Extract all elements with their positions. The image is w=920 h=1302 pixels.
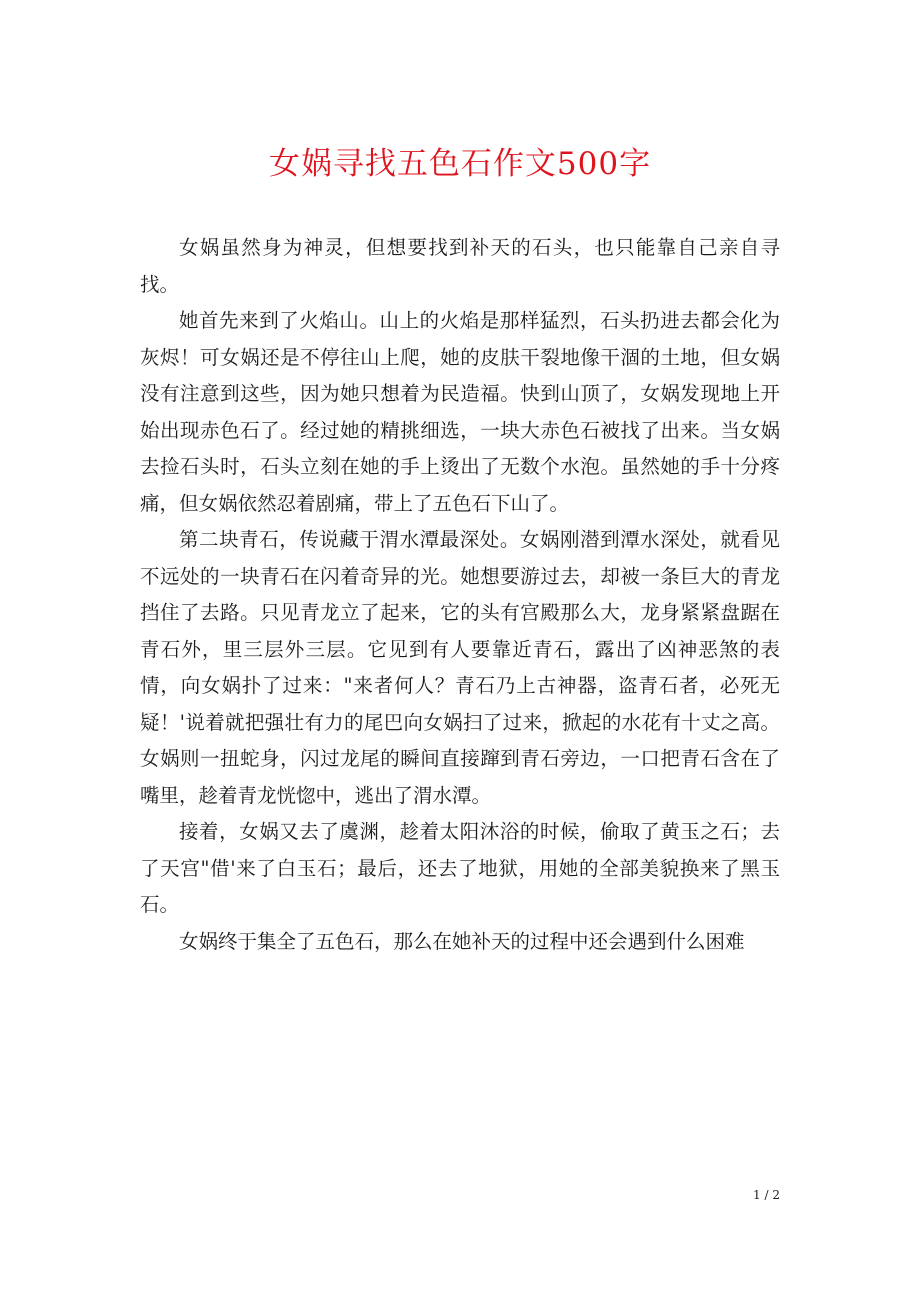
paragraph-3: 第二块青石，传说藏于渭水潭最深处。女娲刚潜到潭水深处，就看见不远处的一块青石在闪着奇异的光。她想要游过去，却被一条巨大的青龙挡住了去路。只见青龙立了起来，它的头有宫殿那么大，龙身紧紧盘踞在青石外，里三层外三层。它见到有人要靠近青石，露出了凶神恶煞的表情，向女娲扑了过来："来者何人？青石乃上古神器，盗青石者，必死无疑！'说着就把强壮有力的尾巴向女娲扫了过来，掀起的水花有十丈之高。女娲则一扭蛇身，闪过龙尾的瞬间直接蹿到青石旁边，一口把青石含在了嘴里，趁着青龙恍惚中，逃出了渭水潭。 [140, 528, 780, 807]
document-title: 女娲寻找五色石作文500字 [268, 146, 652, 182]
paragraph-1: 女娲虽然身为神灵，但想要找到补天的石头，也只能靠自己亲自寻找。 [140, 236, 780, 296]
paragraph-5: 女娲终于集全了五色石，那么在她补天的过程中还会遇到什么困难 [179, 929, 745, 953]
document-body [140, 230, 780, 960]
page-number: 1 / 2 [753, 1188, 780, 1202]
paragraph-4: 接着，女娲又去了虞渊，趁着太阳沐浴的时候，偷取了黄玉之石；去了天宫"借'来了白玉石；最后，还去了地狱，用她的全部美貌换来了黑玉石。 [140, 820, 780, 916]
paragraph-2: 她首先来到了火焰山。山上的火焰是那样猛烈，石头扔进去都会化为灰烬！可女娲还是不停往山上爬，她的皮肤干裂地像干涸的土地，但女娲没有注意到这些，因为她只想着为民造福。快到山顶了，女娲发现地上开始出现赤色石了。经过她的精挑细选，一块大赤色石被找了出来。当女娲去捡石头时，石头立刻在她的手上烫出了无数个水泡。虽然她的手十分疼痛，但女娲依然忍着剧痛，带上了五色石下山了。 [140, 309, 780, 515]
